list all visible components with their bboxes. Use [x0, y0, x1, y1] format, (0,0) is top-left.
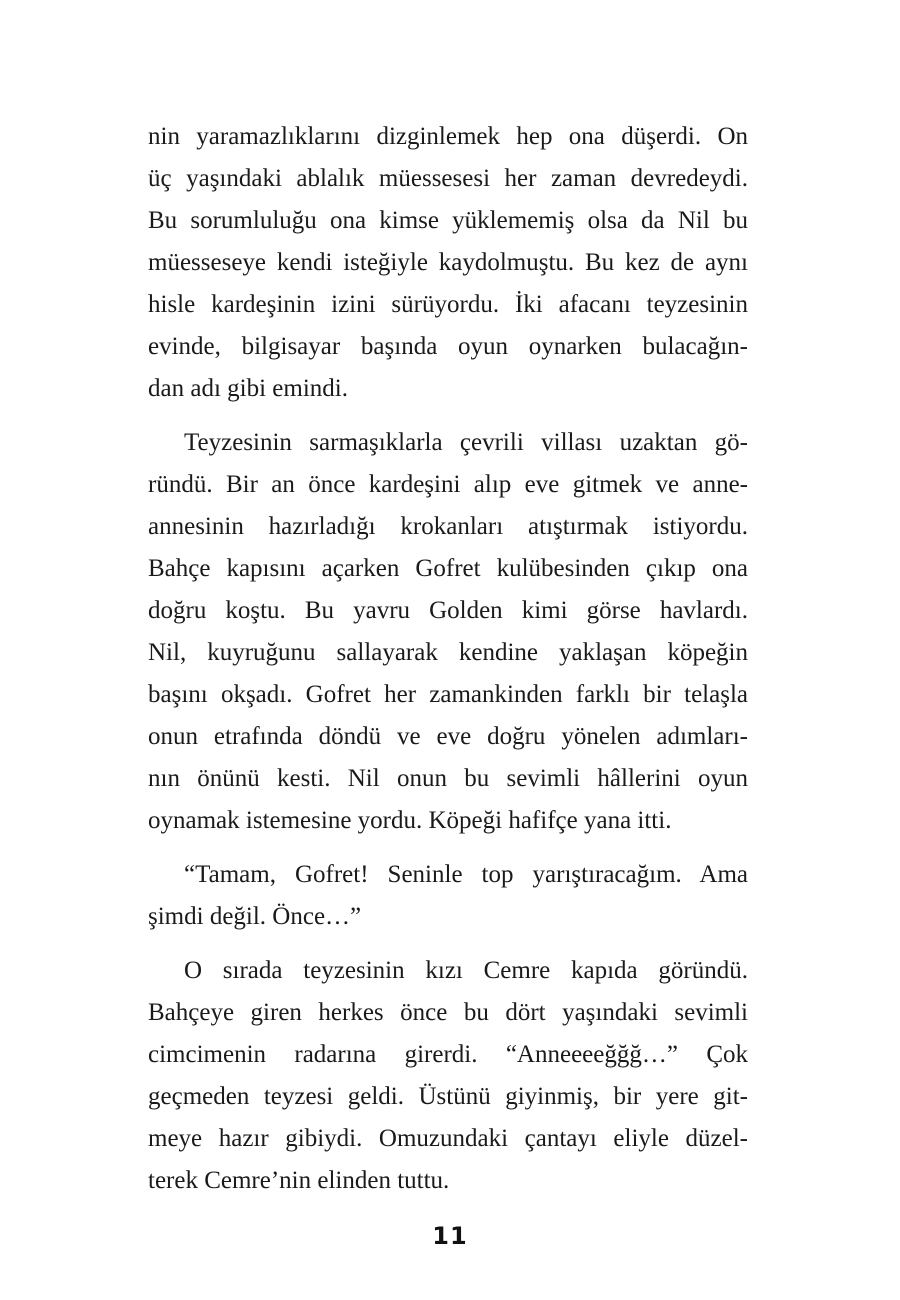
text-line: hisle kardeşinin izini sürüyordu. İki afacanı teyzesinin	[148, 291, 748, 318]
paragraph-gap	[148, 938, 748, 950]
text-line: Nil, kuyruğunu sallayarak kendine yaklaşan köpeğin	[148, 639, 748, 666]
text-line: cimcimenin radarına girerdi. “Anneeeeğğğ…” Çok	[148, 1041, 748, 1068]
text-line: Bahçeye giren herkes önce bu dört yaşındaki sevimli	[148, 999, 748, 1026]
text-line: şimdi değil. Önce…”	[148, 903, 362, 930]
text-line: nın önünü kesti. Nil onun bu sevimli hâllerini oyun	[148, 765, 748, 792]
text-line: Bu sorumluluğu ona kimse yüklememiş olsa da Nil bu	[148, 207, 748, 234]
paragraph	[148, 422, 748, 842]
text-line: ründü. Bir an önce kardeşini alıp eve gitmek ve anne-	[148, 471, 748, 498]
text-line: üç yaşındaki ablalık müessesesi her zaman devredeydi.	[148, 165, 748, 192]
text-line: evinde, bilgisayar başında oyun oynarken bulacağın-	[148, 333, 748, 360]
paragraph	[148, 116, 748, 410]
text-line: meye hazır gibiydi. Omuzundaki çantayı eliyle düzel-	[148, 1125, 748, 1152]
text-line: terek Cemre’nin elinden tuttu.	[148, 1167, 450, 1194]
paragraph-gap	[148, 842, 748, 854]
text-line: nin yaramazlıklarını dizginlemek hep ona düşerdi. On	[148, 123, 748, 150]
text-line: oynamak istemesine yordu. Köpeği hafifçe yana itti.	[148, 807, 672, 834]
text-line: başını okşadı. Gofret her zamankinden farklı bir telaşla	[148, 681, 748, 708]
text-line: geçmeden teyzesi geldi. Üstünü giyinmiş, bir yere git-	[148, 1083, 748, 1110]
text-line: doğru koştu. Bu yavru Golden kimi görse havlardı.	[148, 597, 748, 624]
text-line: dan adı gibi emindi.	[148, 375, 348, 402]
paragraph	[148, 950, 748, 1202]
text-line: onun etrafında döndü ve eve doğru yönelen adımları-	[148, 723, 748, 750]
text-line: “Tamam, Gofret! Seninle top yarıştıracağım. Ama	[184, 861, 748, 888]
body-text	[148, 116, 748, 1202]
text-line: O sırada teyzesinin kızı Cemre kapıda göründü.	[184, 957, 748, 984]
text-line: Teyzesinin sarmaşıklarla çevrili villası uzaktan gö-	[184, 429, 748, 456]
paragraph-gap	[148, 410, 748, 422]
text-line: annesinin hazırladığı krokanları atıştırmak istiyordu.	[148, 513, 748, 540]
text-line: müesseseye kendi isteğiyle kaydolmuştu. Bu kez de aynı	[148, 249, 748, 276]
text-line: Bahçe kapısını açarken Gofret kulübesinden çıkıp ona	[148, 555, 748, 582]
paragraph	[148, 854, 748, 938]
page-number: 11	[432, 1222, 468, 1250]
